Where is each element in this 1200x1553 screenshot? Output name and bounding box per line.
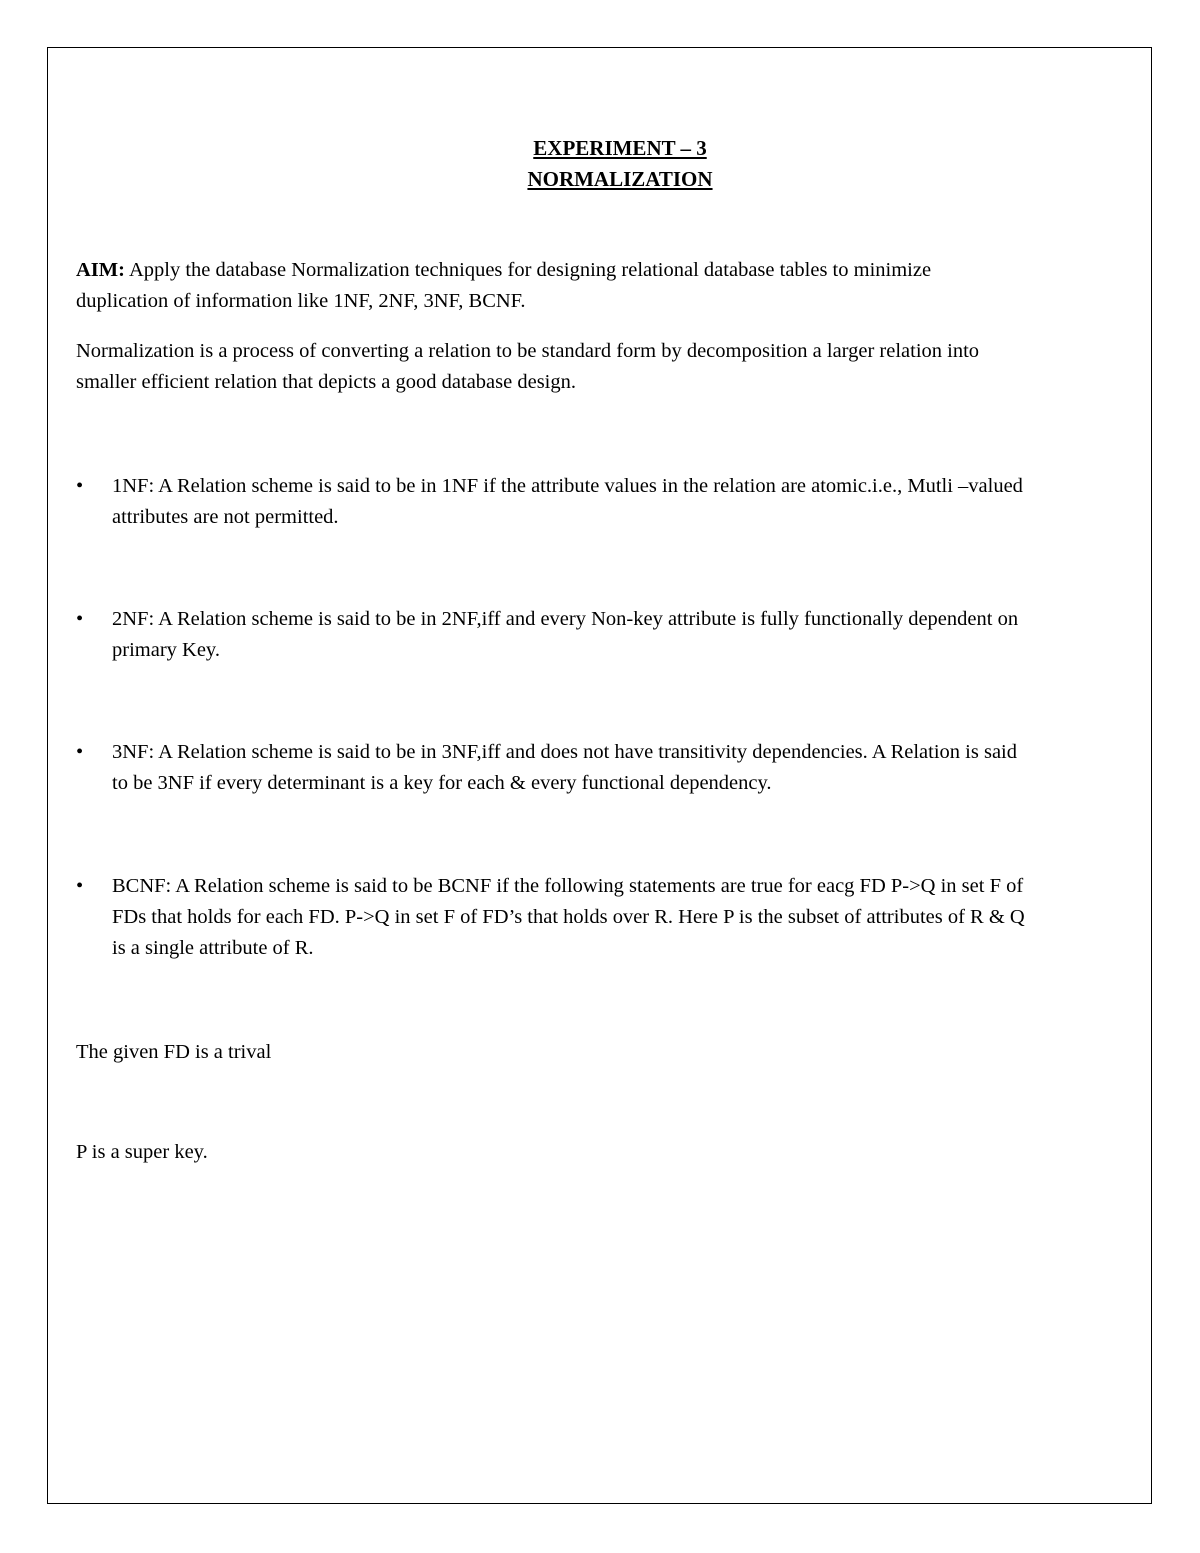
bullet-text [112, 737, 1017, 799]
bullet-line: 2NF: A Relation scheme is said to be in 2NF,iff and every Non-key attribute is fully functionally dependent on [112, 608, 1019, 630]
bullet-marker: • [76, 475, 84, 497]
intro-line-2: smaller efficient relation that depicts a good database design. [76, 371, 576, 393]
topic-heading: NORMALIZATION [527, 167, 713, 191]
note-trivial-fd: The given FD is a trival [76, 1041, 272, 1063]
aim-line-1 [76, 255, 931, 286]
note-super-key: P is a super key. [76, 1141, 208, 1163]
bullet-line: is a single attribute of R. [112, 937, 314, 959]
bullet-text [112, 471, 1023, 533]
bullet-line: BCNF: A Relation scheme is said to be BCNF if the following statements are true for eacg FD P->Q in set F of [112, 875, 1024, 897]
bullet-text [112, 871, 1025, 964]
bullet-line: to be 3NF if every determinant is a key for each & every functional dependency. [112, 772, 772, 794]
bullet-line: FDs that holds for each FD. P->Q in set F of FD’s that holds over R. Here P is the subset of attributes of R & Q [112, 906, 1025, 928]
aim-line-2: duplication of information like 1NF, 2NF, 3NF, BCNF. [76, 290, 526, 312]
experiment-heading: EXPERIMENT – 3 [533, 136, 707, 160]
aim-paragraph [76, 255, 931, 317]
bullet-line: attributes are not permitted. [112, 506, 339, 528]
aim-label: AIM: [76, 259, 125, 281]
document-title [0, 133, 1200, 195]
bullet-line: 3NF: A Relation scheme is said to be in 3NF,iff and does not have transitivity dependencies. A Relation is said [112, 741, 1017, 763]
bullet-marker: • [76, 608, 84, 630]
bullet-marker: • [76, 875, 84, 897]
intro-paragraph [76, 336, 979, 398]
intro-line-1: Normalization is a process of converting a relation to be standard form by decomposition a larger relation into [76, 340, 980, 362]
aim-text: Apply the database Normalization techniques for designing relational database tables to minimize [124, 259, 932, 281]
bullet-marker: • [76, 741, 84, 763]
bullet-line: primary Key. [112, 639, 220, 661]
bullet-line: 1NF: A Relation scheme is said to be in 1NF if the attribute values in the relation are atomic.i.e., Mutli –valued [112, 475, 1023, 497]
bullet-text [112, 604, 1018, 666]
